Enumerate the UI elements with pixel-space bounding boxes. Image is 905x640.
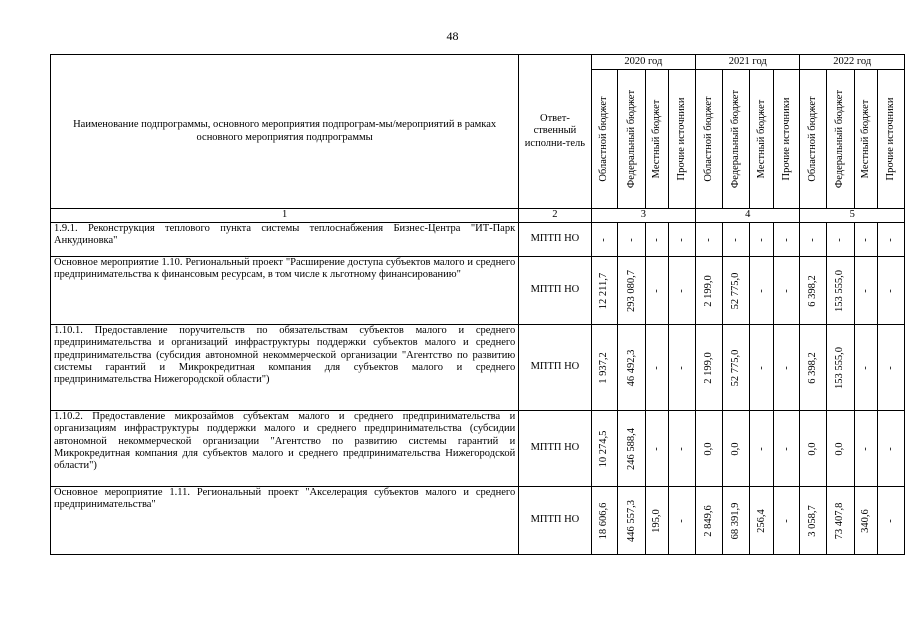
value-text: 3 058,7	[807, 504, 819, 537]
value-cell	[696, 487, 723, 555]
header-source-cell	[669, 70, 696, 209]
header-source: Прочие источники	[885, 97, 896, 181]
value-text: -	[780, 365, 792, 370]
value-cell	[696, 411, 723, 487]
header-source: Федеральный бюджет	[834, 89, 846, 189]
value-cell	[750, 487, 774, 555]
value-cell	[827, 487, 855, 555]
value-cell	[773, 325, 800, 411]
table-row	[51, 257, 905, 325]
row-executor: МПТП НО	[519, 487, 591, 555]
value-cell	[827, 223, 855, 257]
value-cell	[618, 487, 646, 555]
header-year-2020: 2020 год	[591, 55, 695, 70]
value-cell	[618, 223, 646, 257]
header-source-cell	[722, 70, 750, 209]
value-text: -	[755, 365, 767, 370]
header-source-cell	[750, 70, 774, 209]
value-cell	[800, 223, 827, 257]
header-source: Прочие источники	[780, 97, 792, 181]
value-text: 0,0	[702, 441, 714, 456]
value-text: 153 555,0	[834, 269, 846, 312]
value-cell	[878, 257, 905, 325]
value-text: -	[676, 237, 688, 242]
header-source-cell	[591, 70, 618, 209]
value-text: 2 199,0	[702, 351, 714, 384]
value-text: 2 849,6	[702, 504, 714, 537]
value-text: -	[651, 446, 662, 451]
value-text: -	[885, 446, 896, 451]
value-text: 256,4	[755, 508, 767, 533]
value-cell	[800, 257, 827, 325]
header-source: Прочие источники	[676, 97, 688, 181]
value-cell	[696, 257, 723, 325]
header-source-cell	[618, 70, 646, 209]
value-cell	[750, 257, 774, 325]
header-executor-text: Ответ-ственный исполни-тель	[524, 113, 586, 149]
value-cell	[827, 325, 855, 411]
value-cell	[878, 487, 905, 555]
value-text: 6 398,2	[807, 274, 819, 307]
value-cell	[878, 325, 905, 411]
value-cell	[669, 325, 696, 411]
value-text: 2 199,0	[702, 274, 714, 307]
value-text: -	[885, 237, 896, 242]
column-number: 1	[51, 209, 519, 223]
value-cell	[800, 411, 827, 487]
row-name: 1.9.1. Реконструкция теплового пункта системы теплоснабжения Бизнес-Центра "ИТ-Парк Анкудиновка"	[51, 223, 519, 257]
value-cell	[645, 325, 669, 411]
column-number: 3	[591, 209, 695, 223]
header-source: Федеральный бюджет	[729, 89, 741, 189]
value-cell	[696, 223, 723, 257]
row-name: Основное мероприятие 1.11. Региональный проект "Акселерация субъектов малого и среднего предпринимательства"	[51, 487, 519, 555]
value-text: -	[676, 288, 688, 293]
value-cell	[722, 487, 750, 555]
value-cell	[827, 411, 855, 487]
column-number: 2	[519, 209, 591, 223]
value-cell	[854, 257, 878, 325]
column-number: 4	[696, 209, 800, 223]
value-cell	[618, 411, 646, 487]
table-row	[51, 411, 905, 487]
row-executor: МПТП НО	[519, 411, 591, 487]
header-source-cell	[696, 70, 723, 209]
row-name: Основное мероприятие 1.10. Региональный проект "Расширение доступа субъектов малого и среднего предпринимательства к финансовым ресурсам, в том числе к льготному финансированию"	[51, 257, 519, 325]
row-executor: МПТП НО	[519, 223, 591, 257]
value-text: -	[702, 237, 714, 242]
value-text: -	[859, 288, 871, 293]
value-cell	[669, 411, 696, 487]
page-number: 48	[446, 29, 459, 43]
value-text: 0,0	[729, 441, 741, 456]
value-text: -	[780, 237, 792, 242]
value-cell	[645, 487, 669, 555]
header-source: Местный бюджет	[651, 99, 662, 179]
value-cell	[773, 487, 800, 555]
header-source-cell	[854, 70, 878, 209]
value-cell	[722, 411, 750, 487]
value-cell	[618, 325, 646, 411]
value-text: 153 555,0	[834, 346, 846, 389]
header-source-cell	[773, 70, 800, 209]
value-text: -	[885, 518, 896, 523]
header-source-cell	[800, 70, 827, 209]
value-text: 68 391,9	[729, 502, 741, 539]
table-row	[51, 487, 905, 555]
header-source-cell	[878, 70, 905, 209]
header-source: Областной бюджет	[702, 96, 714, 182]
value-text: -	[729, 237, 741, 242]
value-text: 12 211,7	[598, 272, 610, 309]
value-cell	[773, 257, 800, 325]
value-text: 46 492,3	[625, 349, 637, 386]
header-year-2022: 2022 год	[800, 55, 905, 70]
column-numbers-row	[51, 209, 905, 223]
value-cell	[854, 411, 878, 487]
row-executor: МПТП НО	[519, 257, 591, 325]
value-text: -	[755, 446, 767, 451]
header-source: Местный бюджет	[755, 99, 767, 179]
value-text: -	[780, 446, 792, 451]
value-cell	[722, 325, 750, 411]
header-source: Областной бюджет	[807, 96, 819, 182]
value-text: -	[598, 237, 610, 242]
table-row	[51, 325, 905, 411]
value-text: -	[780, 288, 792, 293]
value-text: -	[755, 288, 767, 293]
value-text: -	[676, 518, 688, 523]
value-text: -	[834, 237, 846, 242]
value-cell	[750, 411, 774, 487]
value-cell	[800, 325, 827, 411]
header-year-2021: 2021 год	[696, 55, 800, 70]
value-cell	[591, 325, 618, 411]
value-text: -	[780, 518, 792, 523]
value-text: -	[651, 237, 662, 242]
header-row-years	[51, 55, 905, 70]
value-cell	[750, 325, 774, 411]
header-source: Местный бюджет	[859, 99, 871, 179]
row-executor: МПТП НО	[519, 325, 591, 411]
value-text: 446 557,3	[625, 499, 637, 542]
value-text: -	[859, 446, 871, 451]
value-text: 195,0	[651, 508, 662, 533]
value-cell	[645, 257, 669, 325]
header-source-cell	[827, 70, 855, 209]
value-cell	[722, 257, 750, 325]
value-cell	[854, 487, 878, 555]
value-cell	[591, 411, 618, 487]
value-cell	[750, 223, 774, 257]
value-text: 52 775,0	[729, 349, 741, 386]
value-text: -	[859, 237, 871, 242]
value-text: 52 775,0	[729, 272, 741, 309]
value-text: -	[651, 288, 662, 293]
value-cell	[878, 411, 905, 487]
value-text: 0,0	[807, 441, 819, 456]
value-cell	[645, 411, 669, 487]
value-text: -	[885, 365, 896, 370]
value-text: -	[625, 237, 637, 242]
header-executor	[519, 55, 591, 209]
row-name: 1.10.2. Предоставление микрозаймов субъектам малого и среднего предпринимательства и организациям инфраструктуры поддержки малого и среднего предпринимательства (субсидии автономной некоммерческой организации "Агентство по развитию системы гарантий и Микрокредитная компания для субъектов малого и среднего предпринимательства Нижегородской области")	[51, 411, 519, 487]
column-number: 5	[800, 209, 905, 223]
value-cell	[591, 223, 618, 257]
value-cell	[827, 257, 855, 325]
value-text: 293 080,7	[625, 269, 637, 312]
value-text: -	[807, 237, 819, 242]
value-text: -	[676, 365, 688, 370]
budget-table	[50, 54, 905, 555]
value-text: -	[885, 288, 896, 293]
value-cell	[645, 223, 669, 257]
value-text: 1 937,2	[598, 351, 610, 384]
value-cell	[696, 325, 723, 411]
value-text: -	[755, 237, 767, 242]
value-cell	[591, 487, 618, 555]
value-cell	[722, 223, 750, 257]
row-name: 1.10.1. Предоставление поручительств по обязательствам субъектов малого и среднего предпринимательства и организаций инфраструктуры поддержки субъектов малого и среднего предпринимательства (субсидия автономной некоммерческой организации "Агентство по развитию системы гарантий и Микрокредитная компания для субъектов малого и среднего предпринимательства Нижегородской области")	[51, 325, 519, 411]
value-cell	[773, 223, 800, 257]
value-text: 0,0	[834, 441, 846, 456]
value-cell	[669, 487, 696, 555]
value-cell	[669, 257, 696, 325]
value-text: 246 588,4	[625, 427, 637, 470]
value-cell	[800, 487, 827, 555]
value-cell	[854, 325, 878, 411]
value-cell	[854, 223, 878, 257]
value-text: 10 274,5	[598, 430, 610, 467]
header-source: Федеральный бюджет	[625, 89, 637, 189]
table-row	[51, 223, 905, 257]
value-text: 6 398,2	[807, 351, 819, 384]
value-text: 73 407,8	[834, 502, 846, 539]
value-cell	[669, 223, 696, 257]
header-source-cell	[645, 70, 669, 209]
value-text: 340,6	[859, 508, 871, 533]
value-text: 18 606,6	[598, 502, 610, 539]
header-source: Областной бюджет	[598, 96, 610, 182]
value-text: -	[651, 365, 662, 370]
value-text: -	[676, 446, 688, 451]
data-rows	[51, 223, 905, 555]
header-name: Наименование подпрограммы, основного мероприятия подпрограм-мы/мероприятий в рамках основного мероприятия подпрограммы	[51, 55, 519, 209]
value-cell	[878, 223, 905, 257]
value-cell	[618, 257, 646, 325]
value-cell	[591, 257, 618, 325]
value-text: -	[859, 365, 871, 370]
value-cell	[773, 411, 800, 487]
